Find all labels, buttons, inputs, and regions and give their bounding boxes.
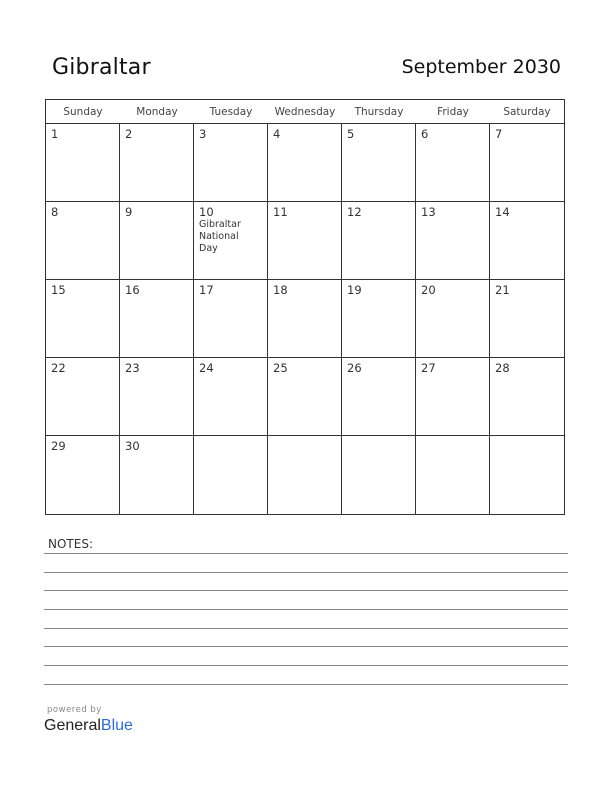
day-cell-empty (490, 436, 564, 514)
day-number: 10 (199, 205, 214, 219)
weekday-tuesday: Tuesday (209, 106, 253, 118)
day-number: 12 (347, 205, 362, 219)
note-line (44, 684, 568, 685)
day-cell-holiday (194, 202, 268, 279)
weekday-wednesday: Wednesday (274, 106, 336, 118)
day-cell (268, 358, 342, 435)
calendar-title: Gibraltar (52, 55, 151, 80)
day-cell (490, 202, 564, 279)
note-line (44, 628, 568, 629)
day-cell (342, 124, 416, 201)
week-row-2 (46, 202, 564, 280)
day-cell (194, 358, 268, 435)
week-row-4 (46, 358, 564, 436)
day-number: 18 (273, 283, 288, 297)
day-cell (416, 202, 490, 279)
day-number: 6 (421, 127, 429, 141)
day-number: 22 (51, 361, 66, 375)
day-number: 17 (199, 283, 214, 297)
powered-by-text: powered by (47, 705, 102, 715)
note-line (44, 665, 568, 666)
day-number: 2 (125, 127, 133, 141)
day-cell (490, 358, 564, 435)
day-number: 4 (273, 127, 281, 141)
brand-blue: Blue (100, 717, 133, 734)
day-cell (120, 202, 194, 279)
note-line (44, 572, 568, 573)
note-line (44, 609, 568, 610)
day-cell (120, 280, 194, 357)
week-row-5 (46, 436, 564, 514)
weekday-sunday: Sunday (63, 106, 103, 118)
day-number: 24 (199, 361, 214, 375)
day-cell (120, 124, 194, 201)
calendar-grid (45, 99, 565, 515)
day-number: 11 (273, 205, 288, 219)
calendar-month: September 2030 (401, 56, 561, 78)
weekday-thursday: Thursday (354, 106, 404, 118)
week-row-3 (46, 280, 564, 358)
note-line (44, 590, 568, 591)
day-cell (46, 358, 120, 435)
day-cell (342, 358, 416, 435)
day-cell (120, 436, 194, 514)
day-cell (490, 124, 564, 201)
day-cell (342, 202, 416, 279)
day-cell (194, 124, 268, 201)
weekday-saturday: Saturday (503, 106, 551, 118)
note-line (44, 646, 568, 647)
day-number: 21 (495, 283, 510, 297)
day-number: 27 (421, 361, 436, 375)
day-cell-empty (268, 436, 342, 514)
day-number: 30 (125, 439, 140, 453)
day-cell (120, 358, 194, 435)
day-cell (490, 280, 564, 357)
week-row-1 (46, 124, 564, 202)
day-number: 8 (51, 205, 59, 219)
day-cell (416, 280, 490, 357)
day-cell (416, 124, 490, 201)
weekday-header-row (46, 100, 564, 124)
day-cell (268, 202, 342, 279)
day-cell-empty (194, 436, 268, 514)
day-number: 3 (199, 127, 207, 141)
day-number: 15 (51, 283, 66, 297)
day-cell-empty (416, 436, 490, 514)
day-cell (268, 124, 342, 201)
day-cell-empty (342, 436, 416, 514)
day-number: 29 (51, 439, 66, 453)
weekday-monday: Monday (136, 106, 178, 118)
day-number: 14 (495, 205, 510, 219)
day-number: 16 (125, 283, 140, 297)
notes-label: NOTES: (48, 537, 93, 551)
day-cell (46, 124, 120, 201)
day-cell (194, 280, 268, 357)
day-cell (416, 358, 490, 435)
generalblue-logo (44, 717, 133, 735)
day-number: 26 (347, 361, 362, 375)
brand-general: General (44, 717, 101, 734)
day-cell (268, 280, 342, 357)
day-number: 7 (495, 127, 503, 141)
day-cell (342, 280, 416, 357)
weekday-friday: Friday (437, 106, 469, 118)
day-number: 20 (421, 283, 436, 297)
day-number: 25 (273, 361, 288, 375)
holiday-label: Gibraltar National Day (199, 219, 241, 254)
day-number: 19 (347, 283, 362, 297)
note-line (44, 553, 568, 554)
day-number: 9 (125, 205, 133, 219)
day-cell (46, 280, 120, 357)
day-cell (46, 202, 120, 279)
day-number: 23 (125, 361, 140, 375)
day-number: 1 (51, 127, 59, 141)
day-number: 13 (421, 205, 436, 219)
day-cell (46, 436, 120, 514)
day-number: 5 (347, 127, 355, 141)
day-number: 28 (495, 361, 510, 375)
